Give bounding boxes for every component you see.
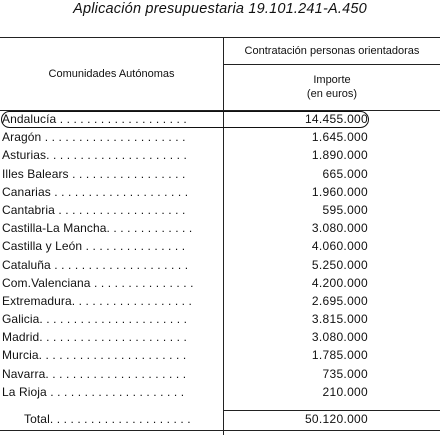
amount-value: 5.250.000 xyxy=(311,257,368,272)
region-name: Cataluña . . . . . . . . . . . . . . . . . . . . xyxy=(2,257,189,272)
total-label: Total. . . . . . . . . . . . . . . . . . . . . xyxy=(24,412,191,426)
region-name: Castilla-La Mancha. . . . . . . . . . . . . xyxy=(2,221,193,236)
table-row xyxy=(0,111,440,129)
table-row xyxy=(0,238,440,256)
region-name: Navarra. . . . . . . . . . . . . . . . . . . . . xyxy=(2,366,187,381)
region-name: La Rioja . . . . . . . . . . . . . . . . . . . . xyxy=(2,384,185,399)
amount-value: 1.960.000 xyxy=(311,184,368,199)
region-name: Andalucía . . . . . . . . . . . . . . . . . . . xyxy=(2,112,187,126)
table-row xyxy=(0,347,440,365)
table-title: Aplicación presupuestaria 19.101.241-A.450 xyxy=(73,1,367,17)
table-row xyxy=(0,147,440,165)
amount-value: 4.060.000 xyxy=(311,239,368,254)
region-name: Madrid. . . . . . . . . . . . . . . . . . . . . . xyxy=(2,330,187,345)
table-row xyxy=(0,220,440,238)
table-row xyxy=(0,329,440,347)
amount-value: 3.080.000 xyxy=(311,330,368,345)
region-name: Canarias . . . . . . . . . . . . . . . . . . . . xyxy=(2,184,189,199)
amount-value: 3.080.000 xyxy=(311,221,368,236)
table-row xyxy=(0,275,440,293)
amount-value: 735.000 xyxy=(322,366,368,381)
region-name: Extremadura. . . . . . . . . . . . . . . . . . xyxy=(2,293,192,308)
header-importe-label: Importe xyxy=(313,74,351,86)
amount-value: 1.890.000 xyxy=(311,148,368,163)
table-body xyxy=(0,111,440,402)
header-importe xyxy=(224,64,440,110)
amount-value: 210.000 xyxy=(322,384,368,399)
total-row xyxy=(0,411,440,429)
table-row xyxy=(0,129,440,147)
table-row xyxy=(0,184,440,202)
amount-value: 14.455.000 xyxy=(304,112,368,126)
amount-value: 2.695.000 xyxy=(311,293,368,308)
amount-value: 1.645.000 xyxy=(311,130,368,145)
header-comunidades: Comunidades Autónomas xyxy=(48,68,175,80)
amount-value: 3.815.000 xyxy=(311,312,368,327)
amount-value: 595.000 xyxy=(322,202,368,217)
region-name: Cantabria . . . . . . . . . . . . . . . . . . . xyxy=(2,202,186,217)
amount-value: 665.000 xyxy=(322,166,368,181)
region-name: Castilla y León . . . . . . . . . . . . . . . xyxy=(2,239,186,254)
region-name: Com.Valenciana . . . . . . . . . . . . . . . xyxy=(2,275,194,290)
amount-value: 4.200.000 xyxy=(311,275,368,290)
bottom-rule xyxy=(0,430,440,431)
region-name: Asturias. . . . . . . . . . . . . . . . . . . . . xyxy=(2,148,187,163)
table-row xyxy=(0,311,440,329)
table-row xyxy=(0,293,440,311)
region-name: Murcia. . . . . . . . . . . . . . . . . . . . . . xyxy=(2,348,187,363)
region-name: Illes Balears . . . . . . . . . . . . . . . . . xyxy=(2,166,186,181)
table-row xyxy=(0,384,440,402)
region-name: Galicia. . . . . . . . . . . . . . . . . . . . . . xyxy=(2,312,188,327)
table-row xyxy=(0,166,440,184)
region-name: Aragón . . . . . . . . . . . . . . . . . . . . . xyxy=(2,130,186,145)
table-row xyxy=(0,202,440,220)
total-value: 50.120.000 xyxy=(304,412,368,426)
table-row xyxy=(0,257,440,275)
header-contratacion: Contratación personas orientadoras xyxy=(244,45,420,57)
table-row xyxy=(0,366,440,384)
header-importe-unit: (en euros) xyxy=(306,88,358,100)
amount-value: 1.785.000 xyxy=(311,348,368,363)
